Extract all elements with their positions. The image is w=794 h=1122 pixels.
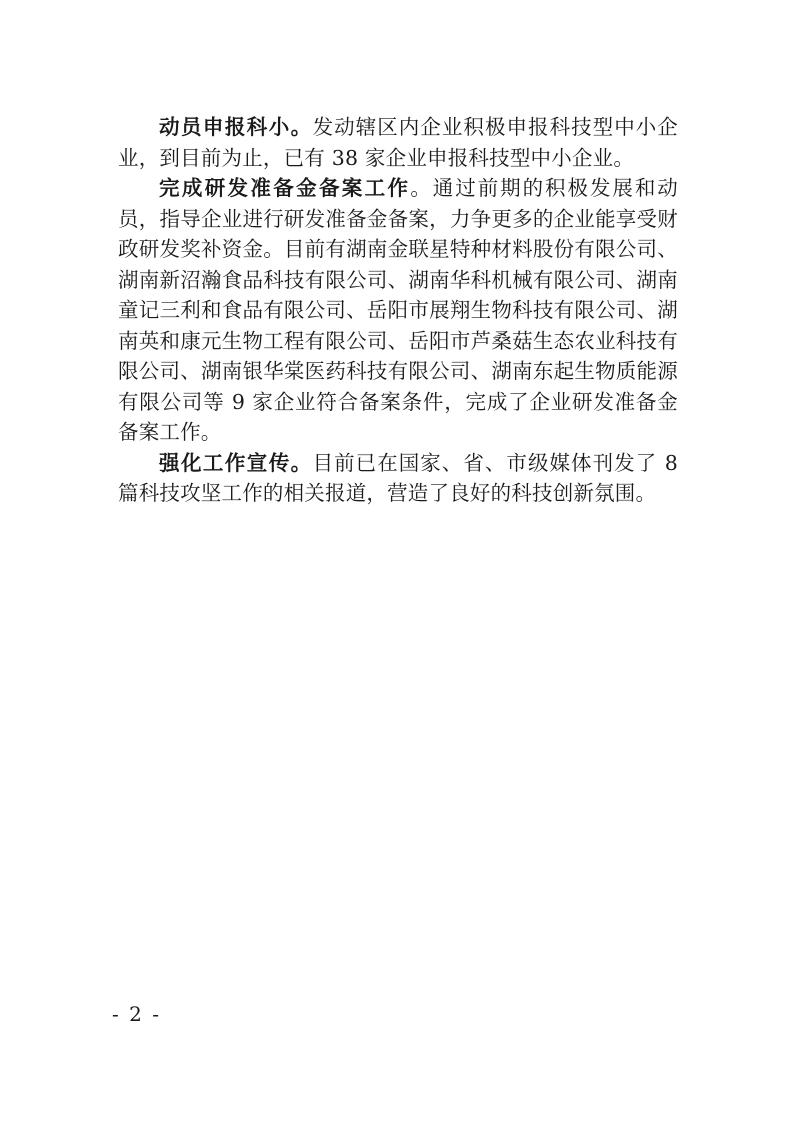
page-number: - 2 - bbox=[112, 1002, 161, 1026]
paragraph-publicity bbox=[118, 448, 678, 509]
paragraph-text: 目前已在国家、省、市级媒体刊发了 8 篇科技攻坚工作的相关报道，营造了良好的科技创新氛围。 bbox=[118, 450, 678, 505]
paragraph-lead: 完成研发准备金备案工作 bbox=[159, 176, 411, 200]
paragraph-science-sme bbox=[118, 112, 678, 173]
paragraph-lead: 动员申报科小。 bbox=[159, 115, 313, 139]
paragraph-text: 。通过前期的积极发展和动员，指导企业进行研发准备金备案，力争更多的企业能享受财政研发奖补资金。目前有湖南金联星特种材料股份有限公司、湖南新沼瀚食品科技有限公司、湖南华科机械有限公司、湖南童记三利和食品有限公司、岳阳市展翔生物科技有限公司、湖南英和康元生物工程有限公司、岳阳市芦桑菇生态农业科技有限公司、湖南银华棠医药科技有限公司、湖南东起生物质能源有限公司等 9 家企业符合备案条件，完成了企业研发准备金备案工作。 bbox=[118, 176, 678, 444]
document-body bbox=[118, 112, 678, 509]
paragraph-text: 发动辖区内企业积极申报科技型中小企业，到目前为止，已有 38 家企业申报科技型中小企业。 bbox=[118, 115, 678, 170]
paragraph-lead: 强化工作宣传。 bbox=[159, 450, 313, 475]
paragraph-rd-reserve bbox=[118, 173, 678, 448]
